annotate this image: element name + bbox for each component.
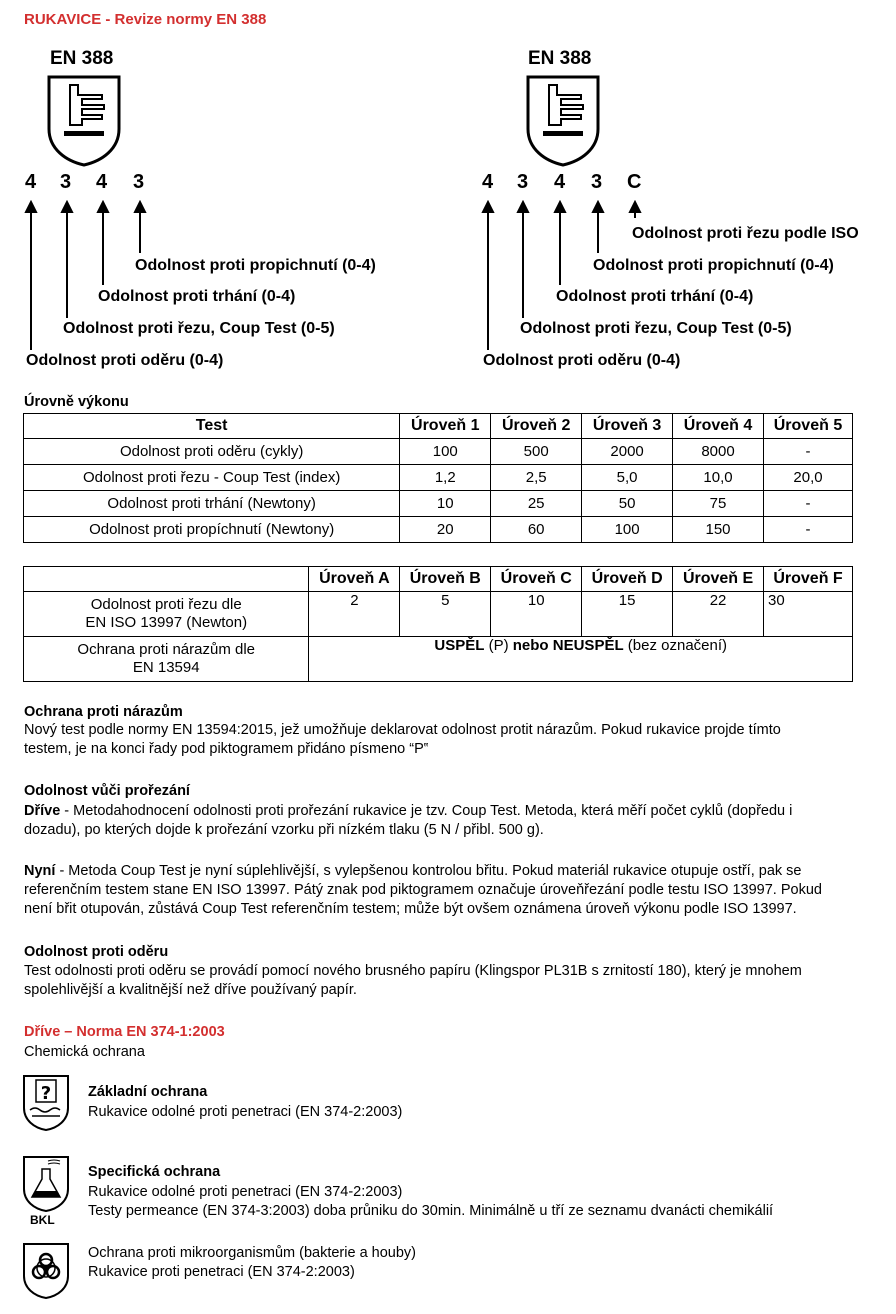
chem-heading: Dříve – Norma EN 374-1:2003 — [24, 1024, 225, 1040]
left-digit-4: 3 — [133, 171, 145, 193]
table-cell: - — [763, 491, 852, 517]
right-label-cut-iso: Odolnost proti řezu podle ISO — [632, 225, 859, 242]
table-row — [24, 439, 853, 465]
left-label-abrasion: Odolnost proti oděru (0-4) — [26, 352, 224, 369]
abrasion-line-1: Test odolnosti proti oděru se provádí pomocí nového brusného papíru (Klingspor PL31B s zrnitostí 180), který je mnohem — [24, 963, 802, 979]
table-row — [24, 517, 853, 543]
now-label: Nyní — [24, 863, 56, 879]
table-cell: 10 — [491, 592, 582, 637]
right-label-puncture: Odolnost proti propichnutí (0-4) — [593, 257, 834, 274]
table-header-cell: Úroveň D — [582, 567, 673, 592]
pass-mark: (P) — [484, 637, 513, 654]
table-cell — [309, 637, 853, 682]
table-cell: - — [763, 517, 852, 543]
cut-before-line-1 — [24, 803, 792, 820]
impact-line-2: testem, je na konci řady pod piktogramem přidáno písmeno “P‟ — [24, 741, 429, 757]
table-cell — [24, 637, 309, 682]
left-norm-label: EN 388 — [50, 48, 114, 69]
table-header-cell: Test — [24, 414, 400, 439]
table-cell: 2000 — [582, 439, 673, 465]
now-text: - Metoda Coup Test je nyní súplehlivější, s vylepšenou kontrolou břitu. Pokud materiál rukavice otupuje ostří, pak se — [55, 863, 802, 879]
svg-text:?: ? — [40, 1083, 52, 1104]
before-text: - Metodahodnocení odolnosti proti prořezání rukavice je tzv. Coup Test. Metoda, která měří počet cyklů (dopředu i — [60, 803, 793, 819]
table-header-cell: Úroveň 4 — [673, 414, 764, 439]
impact-line-1: Nový test podle normy EN 13594:2015, jež umožňuje deklarovat odolnost protit nárazům. Pokud rukavice projde tímto — [24, 722, 781, 738]
table-cell: 50 — [582, 491, 673, 517]
table-cell: Odolnost proti trhání (Newtony) — [24, 491, 400, 517]
table-cell — [24, 592, 309, 637]
right-norm-label: EN 388 — [528, 48, 592, 69]
table-cell: 8000 — [673, 439, 764, 465]
left-digit-3: 4 — [96, 171, 108, 193]
row-label-line: Odolnost proti řezu dle — [90, 596, 242, 613]
table-header-cell: Úroveň C — [491, 567, 582, 592]
left-label-puncture: Odolnost proti propichnutí (0-4) — [135, 257, 376, 274]
row-label-line: EN ISO 13997 (Newton) — [85, 614, 248, 631]
table-cell: 22 — [673, 592, 764, 637]
table-row — [24, 465, 853, 491]
table-header-row — [24, 567, 853, 592]
levels-table — [23, 413, 853, 543]
table-cell: 10,0 — [673, 465, 764, 491]
cut-now-line-3: není břit otupován, zůstává Coup Test referenčním testem; může být ovšem oznámena úroveň výkonu podle ISO 13997. — [24, 901, 797, 917]
table-header-cell: Úroveň 1 — [400, 414, 491, 439]
table-header-cell: Úroveň 2 — [491, 414, 582, 439]
table-cell: 75 — [673, 491, 764, 517]
table-cell: 500 — [491, 439, 582, 465]
abrasion-line-2: spolehlivější a kvalitnější než dříve používaný papír. — [24, 982, 357, 998]
table-cell: 10 — [400, 491, 491, 517]
cut-now-line-1 — [24, 863, 802, 880]
table-cell: Odolnost proti propíchnutí (Newtony) — [24, 517, 400, 543]
table-cell: 2 — [309, 592, 400, 637]
table-header-cell: Úroveň A — [309, 567, 400, 592]
table-cell: Odolnost proti oděru (cykly) — [24, 439, 400, 465]
table-cell: 15 — [582, 592, 673, 637]
chem-subheading: Chemická ochrana — [24, 1044, 145, 1060]
flask-shield-icon — [22, 1155, 70, 1213]
fail-text: NEUSPĚL — [552, 637, 624, 654]
chem-item-3-line-2: Rukavice proti penetraci (EN 374-2:2003) — [88, 1264, 355, 1280]
table-cell: 2,5 — [491, 465, 582, 491]
page-title: RUKAVICE - Revize normy EN 388 — [24, 11, 267, 28]
table-row — [24, 637, 853, 682]
right-label-abrasion: Odolnost proti oděru (0-4) — [483, 352, 681, 369]
fail-note: (bez označení) — [623, 637, 728, 654]
table-cell: 20 — [400, 517, 491, 543]
table-row — [24, 592, 853, 637]
left-digit-1: 4 — [25, 171, 37, 193]
chem-item-1-line-1: Rukavice odolné proti penetraci (EN 374-2:2003) — [88, 1104, 403, 1120]
table-cell: 100 — [400, 439, 491, 465]
cut-heading: Odolnost vůči prořezání — [24, 783, 190, 799]
right-label-tear: Odolnost proti trhání (0-4) — [556, 288, 754, 305]
en388-shield-icon — [525, 75, 601, 167]
right-label-cut: Odolnost proti řezu, Coup Test (0-5) — [520, 320, 792, 337]
table-cell: 30 — [764, 592, 853, 637]
left-label-cut: Odolnost proti řezu, Coup Test (0-5) — [63, 320, 335, 337]
left-digit-2: 3 — [60, 171, 72, 193]
abrasion-heading: Odolnost proti oděru — [24, 944, 169, 960]
table-cell: 1,2 — [400, 465, 491, 491]
table-cell: 5 — [400, 592, 491, 637]
table-cell: 5,0 — [582, 465, 673, 491]
cut-now-line-2: referenčním testem stane EN ISO 13997. Pátý znak pod piktogramem označuje úroveňřezání podle testu ISO 13997. Pokud — [24, 882, 822, 898]
table-header-cell — [24, 567, 309, 592]
chem-item-2-line-1: Rukavice odolné proti penetraci (EN 374-2:2003) — [88, 1184, 403, 1200]
left-label-tear: Odolnost proti trhání (0-4) — [98, 288, 296, 305]
table-cell: 100 — [582, 517, 673, 543]
chem-item-2-line-2: Testy permeance (EN 374-3:2003) doba průniku do 30min. Minimálně u tří ze seznamu dvanácti chemikálií — [88, 1203, 774, 1219]
chem-item-1-title: Základní ochrana — [88, 1084, 208, 1100]
table-header-cell: Úroveň E — [673, 567, 764, 592]
before-label: Dříve — [24, 803, 61, 819]
row-label-line: Ochrana proti nárazům dle — [77, 641, 255, 658]
levels-heading: Úrovně výkonu — [24, 394, 129, 410]
table-header-cell: Úroveň F — [764, 567, 853, 592]
right-digit-4: 3 — [591, 171, 603, 193]
table-cell: 20,0 — [763, 465, 852, 491]
chem-item-2-title: Specifická ochrana — [88, 1164, 221, 1180]
table-cell: 150 — [673, 517, 764, 543]
iso-levels-table — [23, 566, 853, 682]
table-header-cell: Úroveň B — [400, 567, 491, 592]
question-shield-icon — [22, 1074, 70, 1132]
or-text: nebo — [512, 637, 549, 654]
table-header-cell: Úroveň 5 — [763, 414, 852, 439]
table-header-row — [24, 414, 853, 439]
pass-text: USPĚL — [434, 637, 485, 654]
table-cell: 60 — [491, 517, 582, 543]
chem-item-3-line-1: Ochrana proti mikroorganismům (bakterie a houby) — [88, 1245, 416, 1261]
chem-item-2-badge: BKL — [30, 1213, 55, 1227]
impact-heading: Ochrana proti nárazům — [24, 704, 183, 720]
en388-shield-icon — [46, 75, 122, 167]
right-digit-5: C — [627, 171, 642, 193]
row-label-line: EN 13594 — [132, 659, 200, 676]
table-cell: 25 — [491, 491, 582, 517]
table-cell: - — [763, 439, 852, 465]
right-digit-1: 4 — [482, 171, 494, 193]
biohazard-shield-icon — [22, 1242, 70, 1300]
right-digit-2: 3 — [517, 171, 529, 193]
table-header-cell: Úroveň 3 — [582, 414, 673, 439]
right-digit-3: 4 — [554, 171, 566, 193]
table-cell: Odolnost proti řezu - Coup Test (index) — [24, 465, 400, 491]
cut-before-line-2: dozadu), po kterých dojde k prořezání vzorku při nízkém tlaku (5 N / přibl. 500 g). — [24, 822, 544, 838]
table-row — [24, 491, 853, 517]
